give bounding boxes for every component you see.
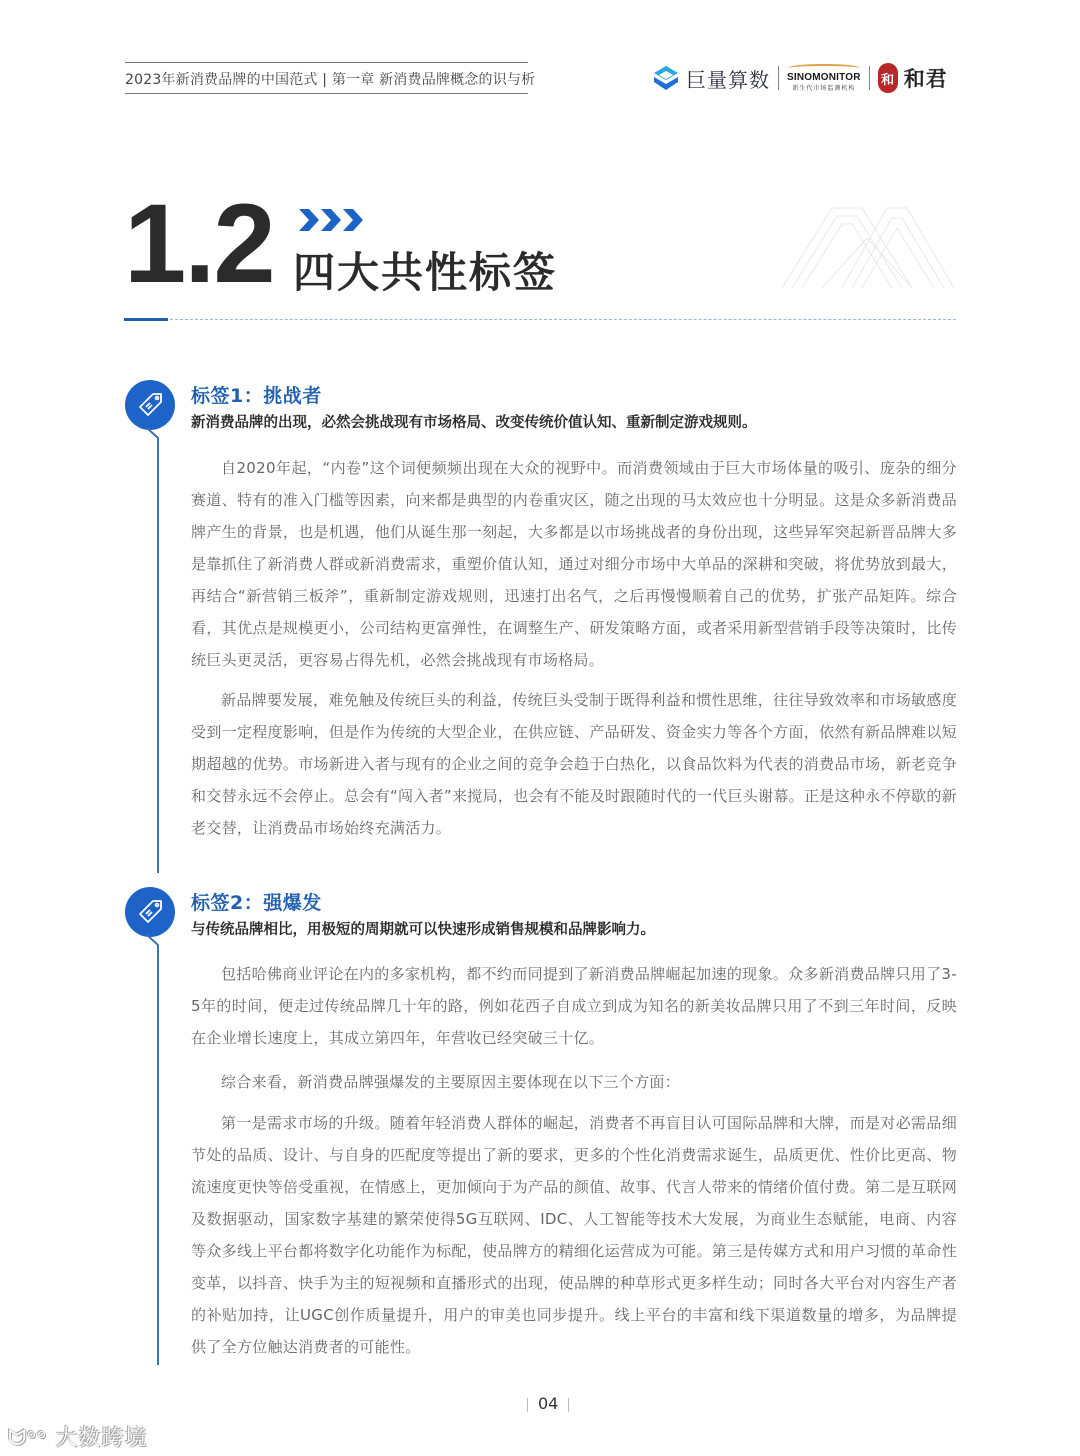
body-paragraph: 第一是需求市场的升级。随着年轻消费人群体的崛起，消费者不再盲目认可国际品牌和大牌，而是对必需品细节处的品质、设计、与自身的匹配度等提出了新的要求，更多的个性化消费需求诞生，品质更优、性价比更高、物流速度更快等倍受重视，在情感上，更加倾向于为产品的颜值、故事、代言人带来的情绪价值付费。第二是互联网及数据驱动，国家数字基建的繁荣使得5G互联网、IDC、人工智能等技术大发展，为商业生态赋能，电商、内容等众多线上平台都将数字化功能作为标配，使品牌方的精细化运营成为可能。第三是传媒方式和用户习惯的革命性变革，以抖音、快手为主的短视频和直播形式的出现，使品牌的种草形式更多样生动；同时各大平台对内容生产者的补贴加持，让UGC创作质量提升，用户的审美也同步提升。线上平台的丰富和线下渠道数量的增多，为品牌提供了全方位触达消费者的可能性。 — [191, 1114, 957, 1356]
tag-title: 标签1：挑战者 — [191, 385, 322, 407]
tag-badge — [125, 380, 175, 430]
logo-divider — [869, 66, 870, 90]
body-paragraph: 新品牌要发展，难免触及传统巨头的利益，传统巨头受制于既得利益和惯性思维，往往导致效率和市场敏感度受到一定程度影响，但是作为传统的大型企业，在供应链、产品研发、资金实力等各个方面，依然有新品牌难以短期超越的优势。市场新进入者与现有的企业之间的竞争会趋于白热化，以食品饮料为代表的消费品市场，新老竞争和交替永远不会停止。总会有“闯入者”来搅局，也会有不能及时跟随时代的一代巨头谢幕。正是这种永不停歇的新老交替，让消费品市场始终充满活力。 — [191, 691, 957, 837]
sinomonitor-logo — [787, 64, 861, 92]
watermark-text: 大数跨境 — [55, 1426, 148, 1451]
section-rule-accent — [124, 318, 168, 321]
body-paragraph: 综合来看，新消费品牌强爆发的主要原因主要体现在以下三个方面： — [221, 1073, 681, 1091]
mountain-lines-decoration-icon — [782, 198, 957, 290]
running-header — [125, 62, 536, 94]
body-paragraph: 自2020年起，“内卷”这个词便频频出现在大众的视野中。而消费领域由于巨大市场体量的吸引、庞杂的细分赛道、特有的准入门槛等因素，向来都是典型的内卷重灾区，随之出现的马太效应也十分明显。这是众多新消费品牌产生的背景，也是机遇，他们从诞生那一刻起，大多都是以市场挑战者的身份出现，这些异军突起新晋品牌大多是靠抓住了新消费人群或新消费需求，重塑价值认知，通过对细分市场中大单品的深耕和突破，将优势放到最大，再结合“新营销三板斧”，重新制定游戏规则，迅速打出名气，之后再慢慢顺着自己的优势，扩张产品矩阵。综合看，其优点是规模更小，公司结构更富弹性，在调整生产、研发策略方面，或者采用新型营销手段等决策时，比传统巨头更灵活，更容易占得先机，必然会挑战现有市场格局。 — [191, 459, 957, 669]
hejun-logo — [878, 63, 948, 93]
watermark — [8, 1421, 147, 1452]
juliang-logo — [652, 64, 770, 93]
partner-logos — [652, 60, 948, 96]
triple-chevron-icon — [297, 207, 369, 233]
tag-title: 标签2：强爆发 — [191, 892, 322, 914]
sinomonitor-subtitle: 新生代市场监测机构 — [792, 85, 856, 92]
report-title: 2023年新消费品牌的中国范式 | 第一章 新消费品牌概念的识与析 — [125, 72, 536, 88]
page-number — [517, 1394, 579, 1413]
hejun-logo-text: 和君 — [903, 67, 948, 91]
page-number-value: 04 — [538, 1394, 559, 1413]
section-rule-dotted — [170, 319, 956, 320]
price-tag-icon — [135, 390, 165, 420]
hejun-seal-icon: 和 — [878, 63, 898, 93]
watermark-logo-icon: ᗢᵒᵒ — [8, 1426, 56, 1451]
section-title: 四大共性标签 — [293, 248, 558, 297]
tag-subtitle: 与传统品牌相比，用极短的周期就可以快速形成销售规模和品牌影响力。 — [191, 922, 655, 938]
tag-connector-line — [145, 428, 165, 873]
section-number: 1.2 — [124, 181, 274, 306]
price-tag-icon — [135, 897, 165, 927]
juliang-cube-icon — [652, 64, 680, 92]
tag-badge — [125, 887, 175, 937]
tag-connector-line — [145, 935, 165, 1365]
page-number-bar — [527, 1398, 528, 1412]
body-paragraph: 包括哈佛商业评论在内的多家机构，都不约而同提到了新消费品牌崛起加速的现象。众多新消费品牌只用了3-5年的时间，便走过传统品牌几十年的路，例如花西子自成立到成为知名的新美妆品牌只用了不到三年时间，反映在企业增长速度上，其成立第四年，年营收已经突破三十亿。 — [191, 965, 957, 1047]
sinomonitor-arc-icon — [788, 64, 860, 72]
logo-divider — [778, 66, 779, 90]
tag-subtitle: 新消费品牌的出现，必然会挑战现有市场格局、改变传统价值认知、重新制定游戏规则。 — [191, 415, 757, 431]
sinomonitor-name: SINOMONITOR — [787, 72, 861, 83]
juliang-logo-text: 巨量算数 — [686, 67, 770, 92]
page-number-bar — [568, 1398, 569, 1412]
